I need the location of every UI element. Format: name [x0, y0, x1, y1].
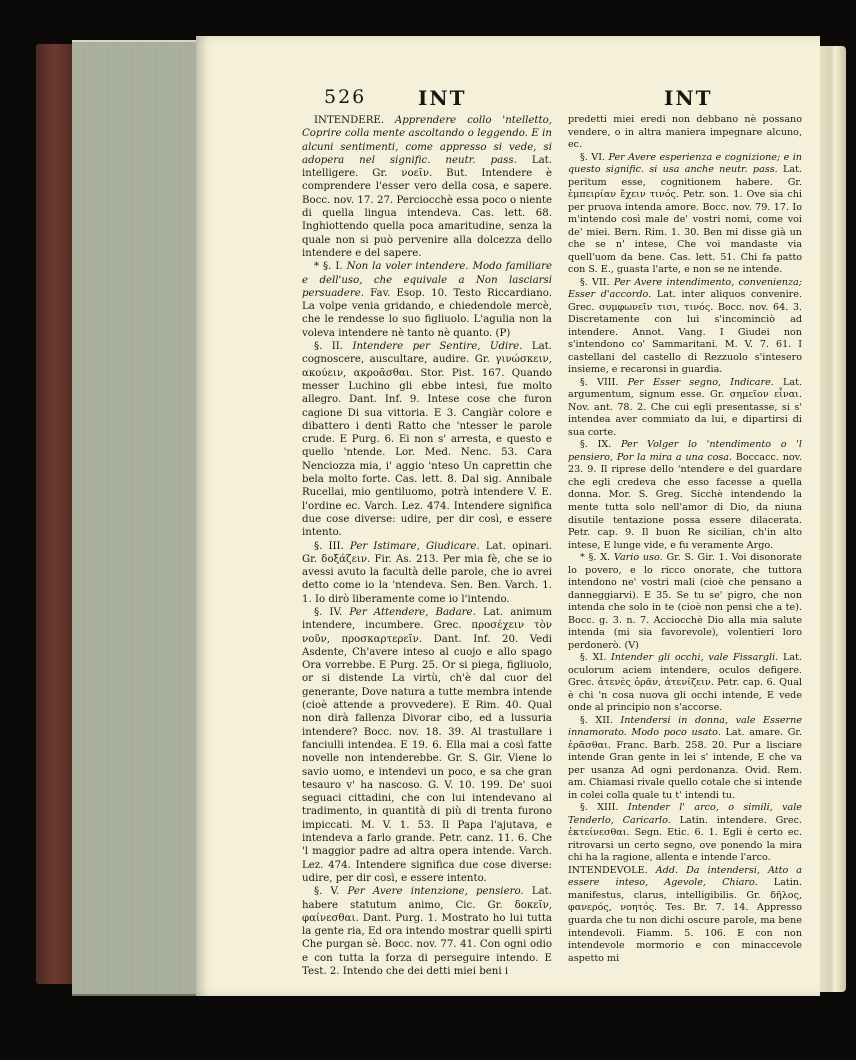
definition: Non la voler intendere. Modo familiare e dell'uso, che equivale a Non lasciarsi persuadere.	[302, 261, 553, 299]
headword: INTENDEVOLE.	[568, 864, 648, 876]
definition: Intender gli occhi, vale Fissargli.	[611, 652, 779, 664]
next-page-edge	[818, 46, 846, 992]
entry	[568, 865, 802, 965]
entry-text: Lat. peritum esse, cognitionem habere. Gr. ἐμπειρίαν ἔχειν τινός. Petr. son. 1. Ove sia chi per pruova intenda amore. Bocc. nov. 79. 17. Io m'intendo così male de' vostri nomi, come voi de' miei. Bern. Rim. 1. 30. Ben mi disse già un che se n' intese, Che voi mandaste via quell'uom da bene. Cas. lett. 51. Chi fa patto con S. E., guasta l'arte, e non se ne intende.	[568, 164, 802, 276]
entry	[568, 377, 802, 440]
entry	[568, 552, 802, 652]
entry-text: Lat. argumentum, signum esse. Gr. σημεῖον εἶναι. Nov. ant. 78. 2. Che cui egli presentasse, si s' intendea aver commiato da lui, e dipartirsi di sua corte.	[568, 376, 802, 438]
entry	[568, 652, 802, 715]
entry-text: Latin. manifestus, clarus, intelligibilis. Gr. δῆλος, φανερός, νοητός. Tes. Br. 7. 14. Appresso guarda che tu non dichi oscure parole, ma bene intendevoli. Fiamm. 5. 106. E con non intendevole mormorio e con minaccevole aspetto mi	[568, 877, 802, 964]
definition: Per Istimare, Giudicare.	[349, 540, 480, 552]
definition: Intendersi in donna, vale Esserne innamorato. Modo poco usato.	[568, 714, 802, 739]
headword: INTENDERE.	[314, 115, 385, 126]
headword: §. IX.	[580, 439, 612, 451]
headword: §. III.	[314, 540, 344, 552]
right-column	[568, 114, 802, 965]
entry	[568, 152, 802, 277]
entry	[302, 606, 552, 885]
entry-text: Lat. inter aliquos convenire. Grec. συμφωνεῖν τισι, τινός. Bocc. nov. 64. 3. Discretamente con lui s'incominciò ad intendere. Annot. Vang. I Giudei non s'intendono co' Sammaritani. M. V. 7. 61. I castellani del castello di Rezzuolo s'intesero insieme, e recaronsi in guardia.	[568, 289, 802, 376]
headword: §. XI.	[580, 652, 607, 664]
entry-text: Gr. S. Gir. 1. Voi disonorate lo povero, e lo ricco onorate, che tuttora intendono ne' vostri mali (cioè che pensano a danneggiarvi). E 35. Se tu se' pigro, che non intenda che solo in te (cioè non pensi che a te). Bocc. g. 3. n. 7. Acciocchè Dio alla mia salute intenda (mi sia favorevole), volentieri loro perdonerò. (V)	[568, 552, 802, 651]
entry	[568, 277, 802, 377]
entry-text: Latin. intendere. Grec. ἐκτείνεσθαι. Segn. Etic. 6. 1. Egli è certo ec. ritrovarsi un certo segno, ove ponendo la mira chi ha la ragione, allenta e intende l'arco.	[568, 814, 802, 864]
left-column	[302, 114, 552, 978]
headword: §. VII.	[580, 276, 610, 288]
definition: Per Esser segno, Indicare.	[627, 376, 774, 388]
entry-text: Lat. oculorum aciem intendere, oculos defigere. Grec. ἀτενὲς ὁρᾶν, ἀτενίζειν. Petr. cap. 6. Qual è chi 'n cosa nuova gli occhi intende, E vede onde al principio non s'accorse.	[568, 652, 802, 714]
entry-text: Lat. habere statutum animo, Cic. Gr. δοκεῖν, φαίνεσθαι. Dant. Purg. 1. Mostrato ho lui tutta la gente ria, Ed ora intendo mostrar quelli spirti Che purgan sè. Bocc. nov. 77. 41. Con ogni odio e con tutta la forza di perseguire intendo. E Test. 2. Intendo che dei detti miei beni i	[302, 886, 553, 977]
definition: Apprendere collo 'ntelletto, Coprire colla mente ascoltando o leggendo. E in alcuni sentimenti, come appresso si vede, si adopera nel signific. neutr. pass.	[302, 115, 552, 166]
entry-text: Lat. amare. Gr. ἐρᾶσθαι. Franc. Barb. 258. 20. Pur a lisciare intende Gran gente in lei s' intende, E che va per usanza Ad ogni perdonanza. Ovid. Rem. am. Chiamasi rivale quello cotale che si intende in colei colla quale tu t' intendi tu.	[568, 727, 802, 801]
entry-text: Lat. cognoscere, auscultare, audire. Gr. γινώσκειν, ακούειν, ακροᾶσθαι. Stor. Pist. 167. Quando messer Luchino gli ebbe intesi, fue molto allegro. Dant. Inf. 9. Intese cose che furon cagione Di sua vittoria. E 3. Cangiàr colore e dibattero i denti Ratto che 'ntesser le parole crude. E Purg. 6. Ei non s' arresta, e questo e quello 'ntende. Lor. Med. Nenc. 53. Cara Nenciozza mia, i' aggio 'nteso Un caprettin che bela molto forte. Cas. lett. 8. Dal sig. Annibale Rucellai, mio gentiluomo, potrà intendere V. E. l'ordine ec. Varch. Lez. 474. Intendere significa due cose diverse: udire, per dir così, e essere intento.	[302, 341, 553, 539]
entry	[302, 260, 552, 340]
definition: Add. Da intendersi, Atto a essere inteso, Agevole, Chiaro.	[568, 864, 802, 889]
entry	[568, 439, 802, 552]
headword: * §. X.	[580, 552, 611, 564]
entry-text: Fav. Esop. 10. Testo Riccardiano. La volpe venia gridando, e chiedendole mercè, che le rendesse lo suo figliuolo. L'agulia non la voleva intendere nè tanto nè quanto. (P)	[302, 287, 552, 339]
entry	[302, 885, 552, 978]
entry-text: Lat. opinari. Gr. δοξάζειν. Fir. As. 213. Per mia fè, che se io avessi avuto la facultà delle parole, che io avrei detto come io la 'ntendeva. Sen. Ben. Varch. 1. 1. Io dirò liberamente come io l'intendo.	[302, 540, 552, 605]
running-head-right: INT	[664, 86, 713, 110]
headword: §. IV.	[314, 606, 343, 618]
definition: Per Avere intendimento, convenienza; Esser d'accordo.	[568, 276, 802, 301]
headword: * §. I.	[314, 261, 343, 273]
entry	[568, 802, 802, 865]
headword: §. VI.	[580, 151, 606, 163]
definition: Per Avere intenzione, pensiero.	[347, 886, 524, 898]
page-block-edges	[72, 40, 202, 996]
dictionary-page	[196, 36, 820, 996]
page-number: 526	[324, 86, 367, 108]
entry-text: predetti miei eredi non debbano nè possano vendere, o in altra maniera impegnare alcuno, ec.	[568, 114, 802, 151]
running-head-left: INT	[418, 86, 467, 110]
definition: Per Avere esperienza e cognizione; e in questo signific. si usa anche neutr. pass.	[568, 151, 802, 176]
definition: Intendere per Sentire, Udire.	[352, 341, 523, 353]
definition: Vario uso.	[613, 552, 663, 564]
headword: §. V.	[314, 886, 340, 898]
entry	[302, 114, 552, 260]
headword: §. XII.	[580, 714, 613, 726]
definition: Per Volger lo 'ntendimento o 'l pensiero, Por la mira a una cosa.	[568, 439, 802, 463]
entry	[302, 340, 552, 539]
entry-text: Lat. animum intendere, incumbere. Grec. προσέχειν τὸν νοῦν, προσκαρτερεῖν. Dant. Inf. 20. Vedi Asdente, Ch'avere inteso al cuojo e allo spago Ora vorrebbe. E Purg. 25. Or si piega, figliuolo, or si distende La virtù, ch'è dal cuor del generante, Dove natura a tutte membra intende (cioè attende a provvedere). E Rim. 40. Qual non dirà fallenza Divorar cibo, ed a lussuria intendere? Bocc. nov. 18. 39. Al trastullare i fanciulli intendea. E 19. 6. Ella mai a così fatte novelle non intenderebbe. Gr. S. Gir. Viene lo savio uomo, e intendevi un poco, e sa che gran tesauro v' ha nascoso. G. V. 10. 199. De' suoi seguaci cittadini, che con lui intendevano al tradimento, in quantità di più di trenta furono impiccati. M. V. 1. 53. Il Papa l'ajutava, e intendeva a farlo grande. Petr. canz. 11. 6. Che 'l maggior padre ad altra opera intende. Varch. Lez. 474. Intendere significa due cose diverse: udire, per dir così, e essere intento.	[302, 606, 552, 884]
entry-text: Boccacc. nov. 23. 9. Il riprese dello 'ntendere e del guardare che egli credeva che esso facesse a quella donna. Mor. S. Greg. Sicchè intendendo la mente tutta solo nell'amor di Dio, da niuna disutile tentazione possa essere dilacerata. Petr. cap. 9. Il buon Re sicilian, ch'in alto intese, E lunge vide, e fu veramente Argo.	[568, 451, 802, 551]
entry	[568, 715, 802, 803]
headword: §. VIII.	[580, 376, 619, 388]
headword: §. XIII.	[580, 802, 619, 814]
definition: Intender l' arco, o simili, vale Tenderlo, Caricarlo.	[568, 802, 802, 826]
entry	[302, 540, 552, 606]
entry-text: Lat. intelligere. Gr. νοεῖν. But. Intendere è comprendere l'esser vero della cosa, e sapere. Bocc. nov. 17. 27. Perciocchè essa poco o niente di quella lingua intendeva. Cas. lett. 68. Inghiottendo quella poca amaritudine, senza la quale non si può pervenire alla dolcezza dello intendere e del sapere.	[302, 154, 552, 259]
definition: Per Attendere, Badare.	[349, 606, 476, 618]
headword: §. II.	[314, 341, 344, 353]
entry	[568, 114, 802, 152]
